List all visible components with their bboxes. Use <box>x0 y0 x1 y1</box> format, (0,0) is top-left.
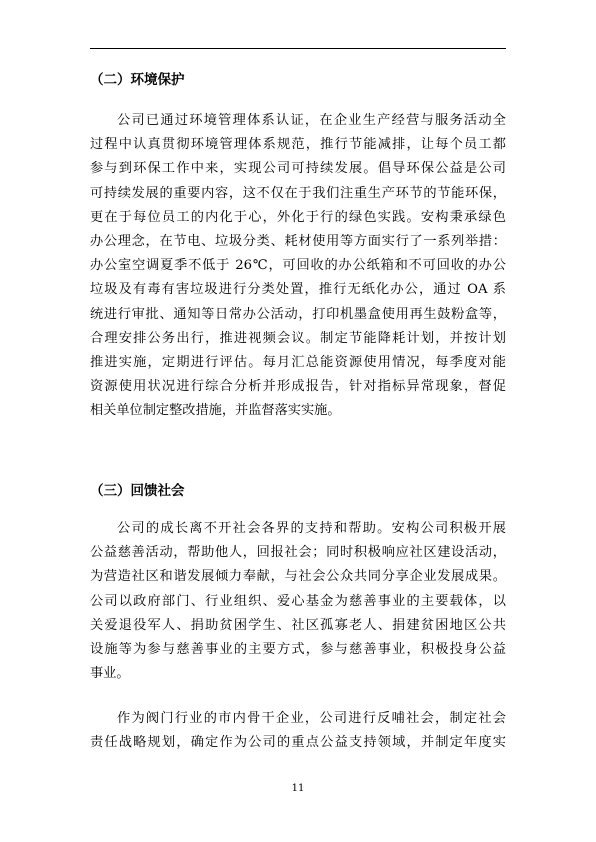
text-line: 参与到环保工作中来，实现公司可持续发展。倡导环保公益是公司 <box>90 161 506 177</box>
text-line: 公司的成长离不开社会各界的支持和帮助。安构公司积极开展 <box>117 521 506 536</box>
header-rule <box>90 48 506 49</box>
text-line: 设施等为参与慈善事业的主要方式，参与慈善事业，积极投身公益 <box>90 641 506 657</box>
section-heading-environment: （二）环境保护 <box>90 72 185 88</box>
text-line: 合理安排公务出行，推进视频会议。制定节能降耗计划，并按计划 <box>90 330 506 346</box>
text-line: 公司以政府部门、行业组织、爱心基金为慈善事业的主要载体，以 <box>90 593 506 609</box>
text-line: 办公理念，在节电、垃圾分类、耗材使用等方面实行了一系列举措： <box>90 233 506 249</box>
text-line: 办公室空调夏季不低于 26℃，可回收的办公纸箱和不可回收的办公 <box>90 258 506 274</box>
text-line: 垃圾及有毒有害垃圾进行分类处置，推行无纸化办公，通过 OA 系 <box>90 282 506 298</box>
text-line: 统进行审批、通知等日常办公活动，打印机墨盒使用再生鼓粉盒等， <box>90 306 506 322</box>
text-line: 为营造社区和谐发展倾力奉献，与社会公众共同分享企业发展成果。 <box>90 569 506 585</box>
text-line: 公司已通过环境管理体系认证，在企业生产经营与服务活动全 <box>117 113 506 128</box>
text-line: 资源使用状况进行综合分析并形成报告，针对指标异常现象，督促 <box>90 379 506 395</box>
text-line: 推进实施，定期进行评估。每月汇总能资源使用情况，每季度对能 <box>90 354 506 370</box>
text-line: 过程中认真贯彻环境管理体系规范，推行节能减排，让每个员工都 <box>90 137 506 153</box>
section-heading-community: （三）回馈社会 <box>90 483 185 499</box>
text-line: 相关单位制定整改措施，并监督落实实施。 <box>90 403 341 419</box>
paragraph-environment <box>90 109 506 423</box>
text-line: 事业。 <box>90 666 130 682</box>
text-line: 公益慈善活动，帮助他人，回报社会；同时积极响应社区建设活动， <box>90 545 506 561</box>
text-line: 可持续发展的重要内容，这不仅在于我们注重生产环节的节能环保， <box>90 185 506 201</box>
text-line: 作为阀门行业的市内骨干企业，公司进行反哺社会，制定社会 <box>117 711 506 726</box>
paragraph-community-1 <box>90 517 506 686</box>
text-line: 关爱退役军人、捐助贫困学生、社区孤寡老人、捐建贫困地区公共 <box>90 617 506 633</box>
text-line: 更在于每位员工的内化于心，外化于行的绿色实践。安构秉承绿色 <box>90 209 506 225</box>
page-number: 11 <box>291 783 305 794</box>
text-line: 责任战略规划，确定作为公司的重点公益支持领域，并制定年度实 <box>90 735 506 751</box>
paragraph-community-2 <box>90 707 506 755</box>
